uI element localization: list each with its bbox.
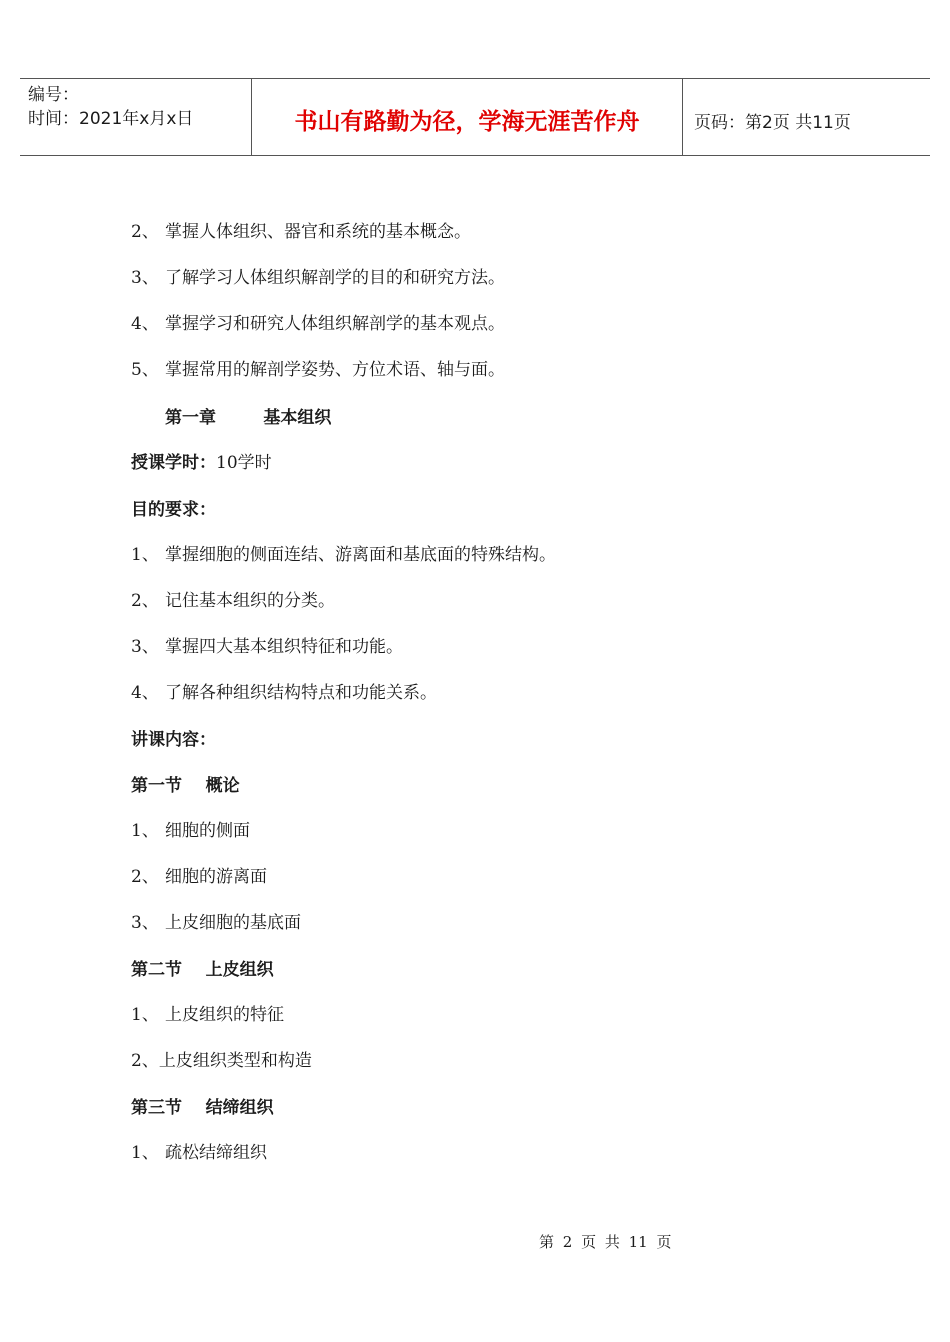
item-number: 4、 bbox=[131, 314, 159, 334]
item-text: 掌握细胞的侧面连结、游离面和基底面的特殊结构。 bbox=[165, 545, 556, 565]
item-number: 3、 bbox=[131, 913, 159, 933]
item-number: 1、 bbox=[131, 1005, 159, 1025]
section-title: 第一节 概论 bbox=[131, 776, 240, 796]
item-text: 掌握人体组织、器官和系统的基本概念。 bbox=[165, 222, 471, 242]
item-number: 2、 bbox=[131, 222, 159, 242]
serial-label: 编号： bbox=[28, 85, 79, 105]
section-title: 第二节 上皮组织 bbox=[131, 960, 274, 980]
item-number: 1、 bbox=[131, 821, 159, 841]
list-item bbox=[131, 1000, 284, 1025]
list-item bbox=[131, 217, 471, 242]
list-item bbox=[131, 586, 335, 611]
list-item bbox=[131, 1138, 267, 1163]
item-number: 2、 bbox=[131, 867, 159, 887]
item-number: 2、 bbox=[131, 591, 159, 611]
item-text: 记住基本组织的分类。 bbox=[165, 591, 335, 611]
item-text: 了解学习人体组织解剖学的目的和研究方法。 bbox=[165, 268, 505, 288]
item-text: 掌握学习和研究人体组织解剖学的基本观点。 bbox=[165, 314, 505, 334]
header-motto: 书山有路勤为径，学海无涯苦作舟 bbox=[294, 108, 640, 135]
item-number: 3、 bbox=[131, 637, 159, 657]
item-text: 细胞的游离面 bbox=[165, 867, 267, 887]
list-item bbox=[131, 862, 267, 887]
list-item bbox=[131, 632, 403, 657]
hours-label: 授课学时： bbox=[131, 453, 216, 473]
list-item bbox=[131, 263, 505, 288]
header-divider-right bbox=[682, 79, 683, 156]
header-left-block bbox=[28, 83, 253, 131]
item-text: 上皮组织的特征 bbox=[165, 1005, 284, 1025]
list-item bbox=[131, 908, 301, 933]
item-text: 上皮细胞的基底面 bbox=[165, 913, 301, 933]
item-text: 细胞的侧面 bbox=[165, 821, 250, 841]
item-number: 1、 bbox=[131, 545, 159, 565]
item-text: 疏松结缔组织 bbox=[165, 1143, 267, 1163]
hours-value: 10学时 bbox=[216, 453, 272, 473]
list-item: 2、上皮组织类型和构造 bbox=[131, 1051, 312, 1071]
item-text: 掌握四大基本组织特征和功能。 bbox=[165, 637, 403, 657]
page-header bbox=[20, 78, 930, 156]
header-page-info: 页码：第2页 共11页 bbox=[694, 113, 851, 133]
item-number: 5、 bbox=[131, 360, 159, 380]
list-item bbox=[131, 355, 505, 380]
section-title: 第三节 结缔组织 bbox=[131, 1098, 274, 1118]
list-item bbox=[131, 678, 437, 703]
objectives-heading: 目的要求： bbox=[131, 500, 216, 520]
content-heading: 讲课内容： bbox=[131, 730, 216, 750]
item-number: 3、 bbox=[131, 268, 159, 288]
teaching-hours bbox=[131, 448, 272, 473]
chapter-title: 第一章 基本组织 bbox=[165, 408, 332, 428]
time-label: 时间：2021年x月x日 bbox=[28, 109, 194, 129]
item-number: 1、 bbox=[131, 1143, 159, 1163]
list-item bbox=[131, 540, 556, 565]
item-number: 4、 bbox=[131, 683, 159, 703]
list-item bbox=[131, 309, 505, 334]
item-text: 了解各种组织结构特点和功能关系。 bbox=[165, 683, 437, 703]
list-item bbox=[131, 816, 250, 841]
page-footer: 第 2 页 共 11 页 bbox=[539, 1233, 672, 1251]
item-text: 掌握常用的解剖学姿势、方位术语、轴与面。 bbox=[165, 360, 505, 380]
